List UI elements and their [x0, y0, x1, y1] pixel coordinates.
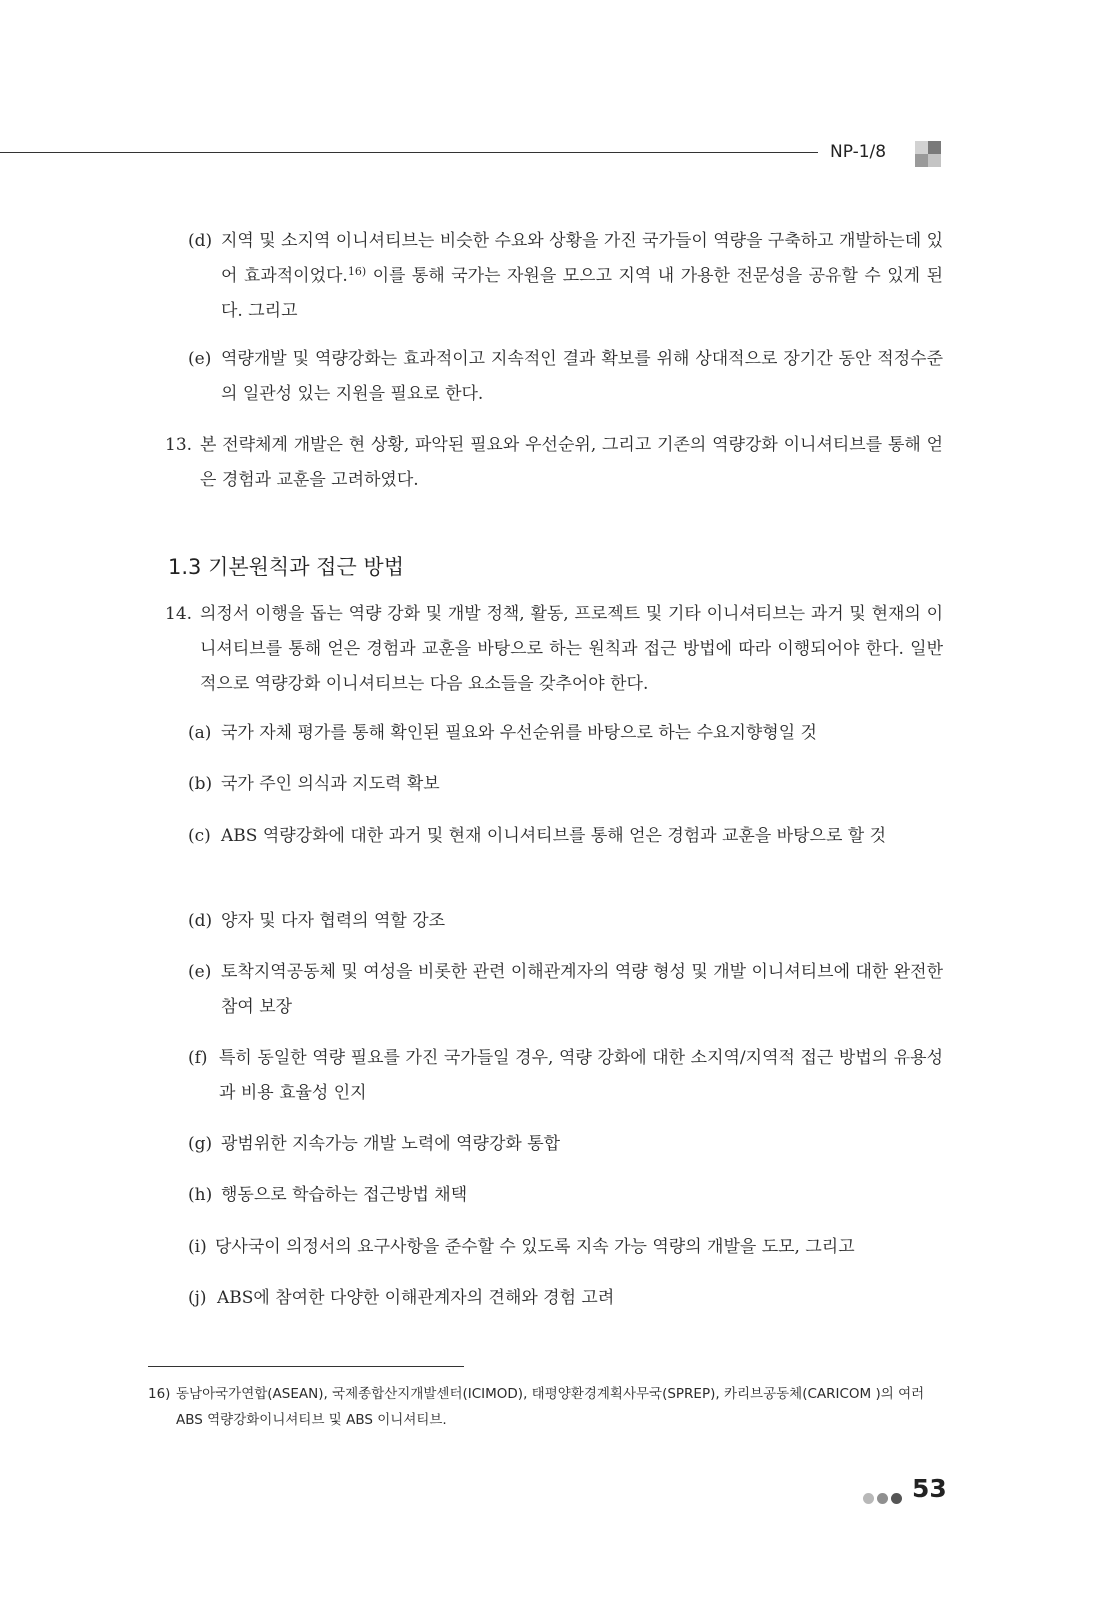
list-item-text: 행동으로 학습하는 접근방법 채택	[221, 1185, 468, 1205]
list-item-c	[188, 819, 943, 854]
list-item-g	[188, 1127, 943, 1162]
list-item-label: (a)	[188, 723, 212, 743]
paragraph-text: 본 전략체계 개발은 현 상황, 파악된 필요와 우선순위, 그리고 기존의 역량강화 이니셔티브를 통해 얻은 경험과 교훈을 고려하였다.	[200, 435, 943, 490]
list-item-text: 광범위한 지속가능 개발 노력에 역량강화 통합	[221, 1134, 561, 1154]
list-item-label: (e)	[188, 349, 212, 369]
paragraph-number: 13.	[165, 435, 193, 455]
list-item-text: 역량개발 및 역량강화는 효과적이고 지속적인 결과 확보를 위해 상대적으로 장기간 동안 적정수준의 일관성 있는 지원을 필요로 한다.	[221, 349, 943, 404]
list-item-label: (f)	[188, 1048, 208, 1068]
list-item-label: (e)	[188, 962, 212, 982]
list-item-label: (b)	[188, 774, 213, 794]
paragraph-14	[165, 597, 943, 702]
list-item-label: (g)	[188, 1134, 213, 1154]
list-item-text: ABS에 참여한 다양한 이해관계자의 견해와 경험 고려	[217, 1288, 615, 1308]
list-item-h	[188, 1178, 943, 1213]
footnote-ref[interactable]: 16)	[347, 265, 367, 278]
list-item-text: 양자 및 다자 협력의 역할 강조	[221, 911, 446, 931]
list-item-label: (c)	[188, 826, 211, 846]
footnote-text: 동남아국가연합(ASEAN), 국제종합산지개발센터(ICIMOD), 태평양환경계획사무국(SPREP), 카리브공동체(CARICOM )의 여러 ABS 역량강화이니셔티브 및 ABS 이니셔티브.	[176, 1386, 925, 1428]
header-square-mark-icon	[915, 141, 941, 167]
list-item-b	[188, 767, 943, 802]
paragraph-number: 14.	[165, 604, 193, 624]
list-item-label: (h)	[188, 1185, 213, 1205]
page-dots-icon	[863, 1489, 905, 1508]
footnote-rule	[148, 1366, 464, 1367]
list-item-text: 특히 동일한 역량 필요를 가진 국가들일 경우, 역량 강화에 대한 소지역/지역적 접근 방법의 유용성과 비용 효율성 인지	[219, 1048, 943, 1103]
page-number: 53	[912, 1474, 947, 1503]
list-item-text: ABS 역량강화에 대한 과거 및 현재 이니셔티브를 통해 얻은 경험과 교훈을 바탕으로 할 것	[221, 826, 887, 846]
header-rule	[0, 152, 818, 153]
list-item-text: 국가 주인 의식과 지도력 확보	[221, 774, 440, 794]
list-item-e-longterm	[188, 342, 943, 412]
list-item-label: (d)	[188, 911, 213, 931]
list-item-label: (j)	[188, 1288, 207, 1308]
list-item-d-regional	[188, 224, 943, 329]
list-item-d	[188, 904, 943, 939]
list-item-text: 토착지역공동체 및 여성을 비롯한 관련 이해관계자의 역량 형성 및 개발 이니셔티브에 대한 완전한 참여 보장	[221, 962, 943, 1017]
list-item-j	[188, 1281, 943, 1316]
section-title: 1.3 기본원칙과 접근 방법	[168, 555, 404, 579]
footnote-number: 16)	[148, 1386, 171, 1402]
list-item-e	[188, 955, 943, 1025]
paragraph-text: 의정서 이행을 돕는 역량 강화 및 개발 정책, 활동, 프로젝트 및 기타 이니셔티브는 과거 및 현재의 이니셔티브를 통해 얻은 경험과 교훈을 바탕으로 하는 원칙과 접근 방법에 따라 이행되어야 한다. 일반적으로 역량강화 이니셔티브는 다음 요소들을 갖추어야 한다.	[200, 604, 943, 694]
list-item-label: (d)	[188, 231, 213, 251]
list-item-label: (i)	[188, 1237, 207, 1257]
header-doc-code: NP-1/8	[830, 142, 887, 162]
list-item-f	[188, 1041, 943, 1111]
list-item-text: 국가 자체 평가를 통해 확인된 필요와 우선순위를 바탕으로 하는 수요지향형일 것	[221, 723, 817, 743]
footnote	[148, 1381, 943, 1433]
list-item-text: 당사국이 의정서의 요구사항을 준수할 수 있도록 지속 가능 역량의 개발을 도모, 그리고	[215, 1237, 855, 1257]
list-item-text: 지역 및 소지역 이니셔티브는 비슷한 수요와 상황을 가진 국가들이 역량을 구축하고 개발하는데 있어 효과적이었다.$^{16)}$ 이를 통해 국가는 자원을 모으고 지역 내 가용한 전문성을 공유할 수 있게 된다. 그리고	[221, 231, 943, 321]
list-item-i	[188, 1230, 943, 1265]
paragraph-13	[165, 428, 943, 498]
list-item-a	[188, 716, 943, 751]
